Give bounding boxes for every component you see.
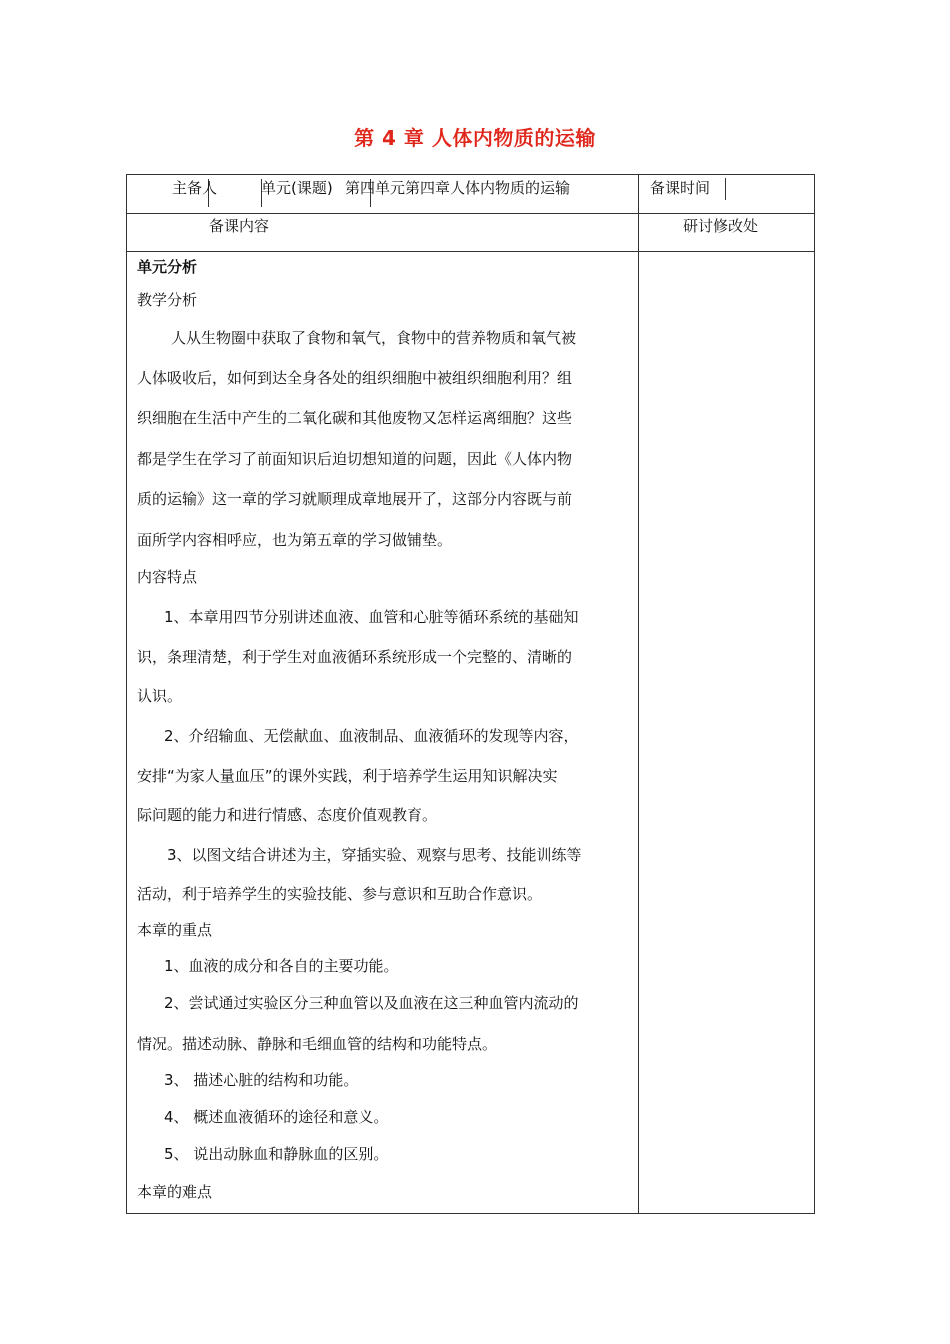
paragraph-line: 活动，利于培养学生的实验技能、参与意识和互助合作意识。 [137, 885, 543, 903]
paragraph-line: 际问题的能力和进行情感、态度价值观教育。 [137, 806, 438, 824]
section-heading-unit-analysis: 单元分析 [137, 258, 198, 276]
paragraph-line: 1、本章用四节分别讲述血液、血管和心脏等循环系统的基础知 [164, 608, 579, 626]
paragraph-line: 3、以图文结合讲述为主，穿插实验、观察与思考、技能训练等 [167, 846, 582, 864]
paragraph-line: 人从生物圈中获取了食物和氧气，食物中的营养物质和氧气被 [171, 329, 577, 347]
chapter-title: 第 4 章 人体内物质的运输 [354, 126, 596, 150]
key-point-5: 5、 说出动脉血和静脉血的区别。 [164, 1145, 389, 1163]
subheading-teaching-analysis: 教学分析 [137, 291, 198, 309]
subheader-row-divider [127, 251, 814, 252]
key-point-4: 4、 概述血液循环的途径和意义。 [164, 1108, 389, 1126]
paragraph-line: 安排“为家人量血压”的课外实践，利于培养学生运用知识解决实 [137, 767, 558, 785]
key-point-3: 3、 描述心脏的结构和功能。 [164, 1071, 359, 1089]
paragraph-line: 人体吸收后，如何到达全身各处的组织细胞中被组织细胞利用？组 [137, 369, 573, 387]
unit-label: 单元(课题) [261, 179, 333, 197]
paragraph-line: 识，条理清楚，利于学生对血液循环系统形成一个完整的、清晰的 [137, 648, 573, 666]
lesson-plan-table [126, 174, 815, 1214]
subheading-content-features: 内容特点 [137, 568, 198, 586]
prep-time-label: 备课时间 [650, 179, 711, 197]
subheading-key-points: 本章的重点 [137, 921, 213, 939]
revision-column-label: 研讨修改处 [683, 217, 759, 235]
key-point-2-line: 情况。描述动脉、静脉和毛细血管的结构和功能特点。 [137, 1035, 498, 1053]
preparer-label: 主备人 [172, 179, 218, 197]
paragraph-line: 2、介绍输血、无偿献血、血液制品、血液循环的发现等内容， [164, 727, 579, 745]
subheading-difficulties: 本章的难点 [137, 1183, 213, 1201]
content-column-label: 备课内容 [209, 217, 270, 235]
header-row-divider [127, 213, 814, 214]
key-point-2-line: 2、尝试通过实验区分三种血管以及血液在这三种血管内流动的 [164, 994, 579, 1012]
paragraph-line: 面所学内容相呼应，也为第五章的学习做铺垫。 [137, 531, 453, 549]
paragraph-line: 质的运输》这一章的学习就顺理成章地展开了，这部分内容既与前 [137, 490, 573, 508]
unit-value: 第四单元第四章人体内物质的运输 [345, 179, 571, 197]
column-divider [638, 175, 639, 1213]
paragraph-line: 织细胞在生活中产生的二氧化碳和其他废物又怎样运离细胞？这些 [137, 409, 573, 427]
header-cell-divider-4 [725, 178, 726, 200]
paragraph-line: 都是学生在学习了前面知识后迫切想知道的问题，因此《人体内物 [137, 450, 573, 468]
paragraph-line: 认识。 [137, 687, 183, 705]
key-point-1: 1、血液的成分和各自的主要功能。 [164, 957, 399, 975]
